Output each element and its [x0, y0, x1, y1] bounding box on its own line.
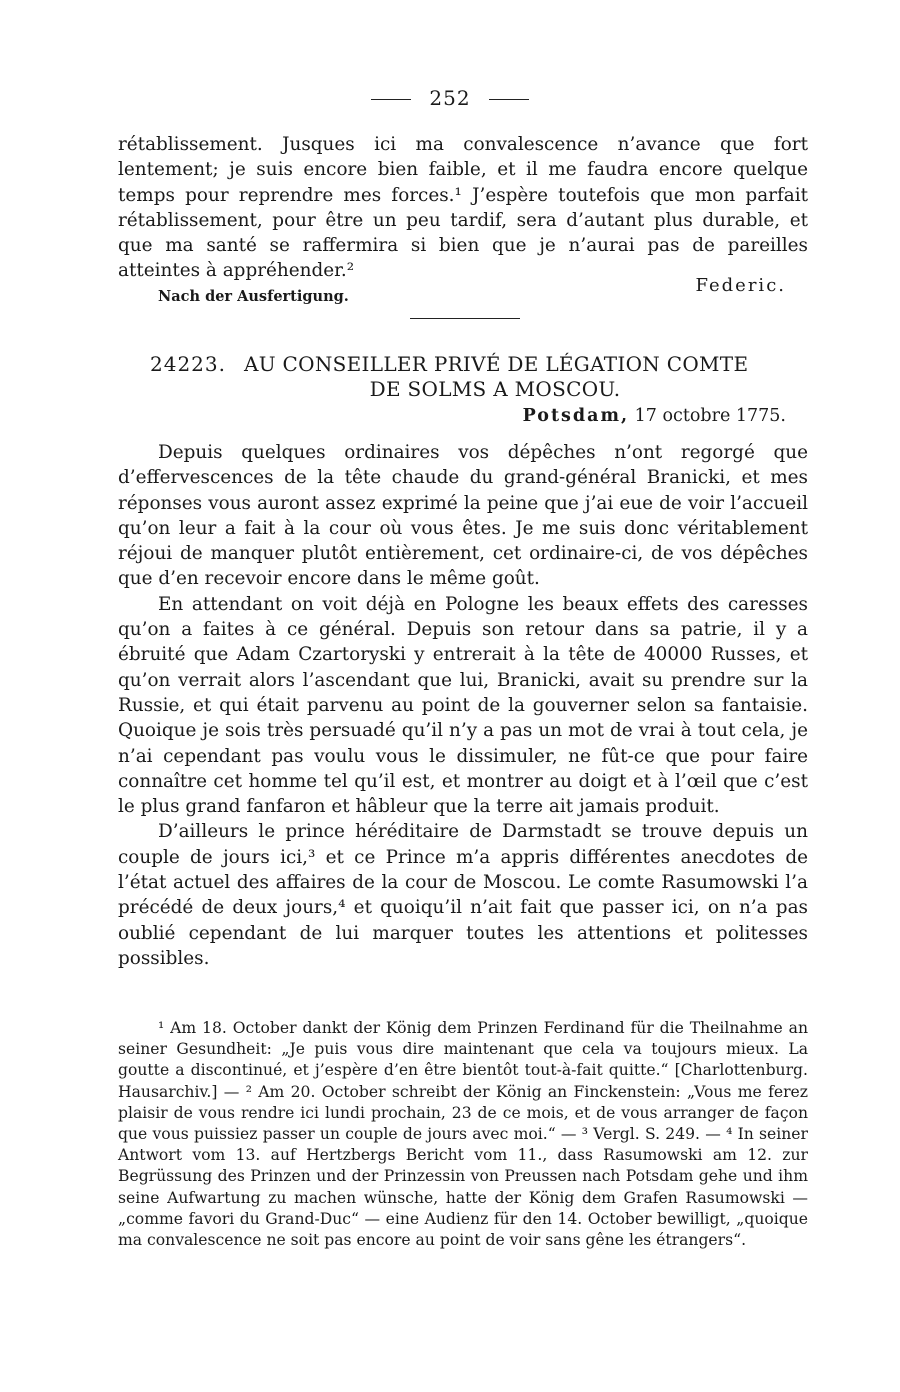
header-dash-right [489, 99, 529, 100]
previous-letter-end [118, 132, 808, 284]
document-title-line1 [150, 352, 800, 377]
letter-body [118, 440, 808, 971]
document-title-line2: DE SOLMS A MOSCOU. [369, 377, 621, 401]
paragraph-3: D’ailleurs le prince héréditaire de Darmstadt se trouve depuis un couple de jours ici,³ et ce Prince m’a appris différentes anecdotes de l’état actuel des affaires de la cour de Moscou. Le comte Rasumowski l’a précédé de deux jours,⁴ et quoiqu’il n’ait fait que passer ici, on n’a pas oublié cependant de lui marquer toutes les attentions et politesses possibles. [118, 821, 808, 969]
dateline [118, 406, 786, 426]
paragraph-1: Depuis quelques ordinaires vos dépêches n’ont regorgé que d’effervescences de la tête chaude du grand-général Branicki, et mes réponses vous auront assez exprimé la peine que j’ai eue de voir l’accueil qu’on leur a fait à la cour où vous êtes. Je me suis donc véritablement réjoui de manquer plutôt entièrement, cet ordinaire-ci, de vos dépêches que d’en recevoir encore dans le même goût. [118, 442, 808, 590]
section-divider [410, 318, 520, 319]
page-number-header [0, 86, 900, 110]
dateline-date: 17 octobre 1775. [634, 406, 786, 426]
document-title: AU CONSEILLER PRIVÉ DE LÉGATION COMTE [243, 352, 749, 376]
footnotes-text: ¹ Am 18. October dankt der König dem Prinzen Ferdinand für die Theilnahme an seiner Gesundheit: „Je puis vous dire maintenant que cela va toujours mieux. La goutte a discontinué, et j’espère d’en être bientôt tout-à-fait quitte.“ [Charlottenburg. Hausarchiv.] — ² Am 20. October schreibt der König an Finckenstein: „Vous me ferez plaisir de vous rendre ici lundi prochain, 23 de ce mois, et de vous arranger de façon que vous puissiez passer un couple de jours avec moi.“ — ³ Vergl. S. 249. — ⁴ In seiner Antwort vom 13. auf Hertzbergs Bericht vom 11., dass Rasumowski am 12. zur Begrüssung des Prinzen und der Prinzessin von Preussen nach Potsdam gehe und ihm seine Aufwartung zu machen wünsche, hatte der König dem Grafen Rasumowski — „comme favori du Grand-Duc“ — eine Audienz für den 14. October bewilligt, „quoique ma convalescence ne soit pas encore au point de voir sans gêne les étrangers“. [118, 1019, 808, 1250]
paragraph-2: En attendant on voit déjà en Pologne les beaux effets des caresses qu’on a faites à ce général. Depuis son retour dans sa patrie, il y a ébruité que Adam Czartoryski y entrerait à la tête de 40000 Russes, et qu’on verrait alors l’ascendant que lui, Branicki, avait su prendre sur la Russie, et qui était parvenu au point de la gouverner selon sa fantaisie. Quoique je sois très persuadé qu’il n’y a pas un mot de vrai à tout cela, je n’ai cependant pas voulu vous le dissimuler, ne fût-ce que pour faire connaître cet homme tel qu’il est, et montrer au doigt et à l’œil que c’est le plus grand fanfaron et hâbleur que la terre ait jamais produit. [118, 593, 808, 818]
page-number: 252 [429, 86, 471, 110]
dateline-place: Potsdam, [522, 406, 630, 426]
signature: Federic. [695, 275, 786, 296]
letter-end-text: rétablissement. Jusques ici ma convalescence n’avance que fort lentement; je suis encore bien faible, et il me faudra encore quelque temps pour reprendre mes forces.¹ J’espère toutefois que mon parfait rétablissement, pour être un peu tardif, sera d’autant plus durable, et que ma santé se raffermira si bien que je n’aurai pas de pareilles atteintes à appréhender.² [118, 134, 808, 282]
footnotes [118, 1018, 808, 1251]
document-heading [150, 352, 800, 402]
letter-closing [118, 273, 808, 307]
source-note: Nach der Ausfertigung. [158, 288, 349, 305]
header-dash-left [371, 99, 411, 100]
document-number: 24223. [150, 352, 226, 376]
